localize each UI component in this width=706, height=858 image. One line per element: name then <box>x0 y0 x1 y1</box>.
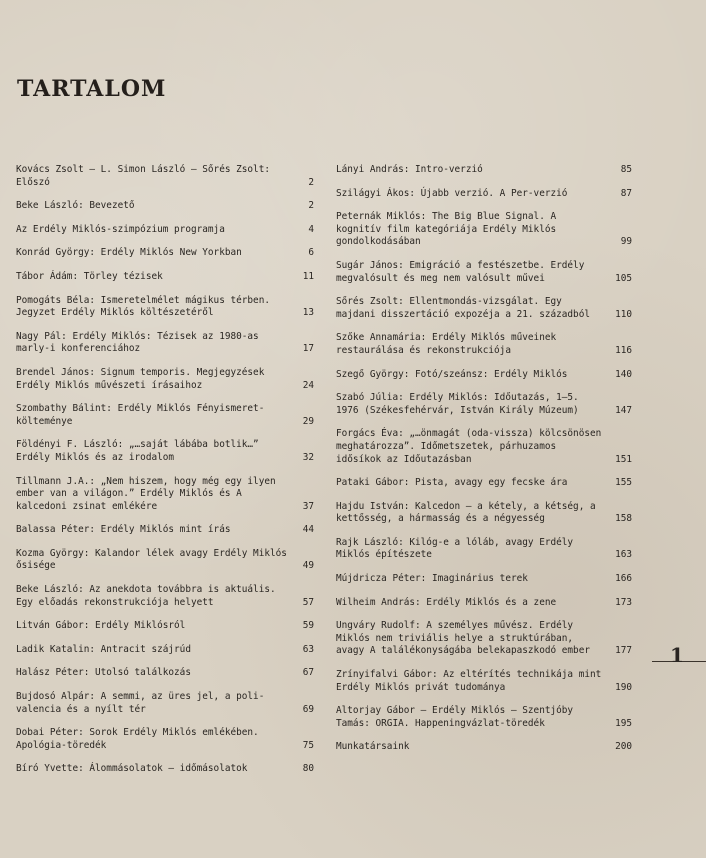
toc-entry <box>336 211 632 249</box>
toc-entry-page: 200 <box>615 741 632 753</box>
toc-entry-page: 11 <box>302 270 314 282</box>
toc-entry-title: Szőke Annamária: Erdély Miklós műveinek restaurálása és rekonstrukciója <box>336 332 557 356</box>
toc-entry-page: 99 <box>620 236 632 248</box>
toc-entry-title: Szilágyi Ákos: Újabb verzió. A Per-verzió <box>336 187 568 199</box>
toc-entry <box>16 224 314 237</box>
toc-entry <box>16 271 314 284</box>
toc-entry <box>16 644 314 657</box>
toc-entry <box>16 691 314 716</box>
toc-entry-page: 67 <box>302 667 314 679</box>
toc-entry-title: Bíró Yvette: Álommásolatok – időmásolatok <box>16 763 248 775</box>
toc-entry-title: Beke László: Az anekdota továbbra is aktuális. Egy előadás rekonstrukciója helyett <box>16 584 276 608</box>
toc-entry-title: Szabó Júlia: Erdély Miklós: Időutazás, 1–5. 1976 (Székesfehérvár, István Király Múzeum) <box>336 392 579 416</box>
toc-entry-title: Kovács Zsolt – L. Simon László – Sőrés Zsolt: Előszó <box>16 164 270 188</box>
toc-entry-title: Brendel János: Signum temporis. Megjegyzések Erdély Miklós művészeti írásaihoz <box>16 366 265 391</box>
toc-entry-title: Pataki Gábor: Pista, avagy egy fecske ára <box>336 477 568 489</box>
toc-entry-page: 32 <box>302 451 314 463</box>
toc-entry <box>16 727 314 752</box>
toc-entry <box>16 667 314 680</box>
toc-entry-title: Szombathy Bálint: Erdély Miklós Fényismeret-költeménye <box>16 403 265 427</box>
toc-entry-page: 80 <box>302 763 314 775</box>
toc-left-column <box>16 164 314 787</box>
toc-entry <box>16 367 314 392</box>
toc-entry-title: Ladik Katalin: Antracit szájrúd <box>16 643 191 655</box>
toc-entry-page: 24 <box>302 379 314 391</box>
toc-entry <box>16 763 314 776</box>
toc-entry <box>336 741 632 754</box>
toc-entry <box>336 392 632 417</box>
toc-entry <box>16 439 314 464</box>
toc-entry <box>336 369 632 382</box>
toc-entry-title: Nagy Pál: Erdély Miklós: Tézisek az 1980-as marly-i konferenciához <box>16 330 259 355</box>
toc-entry <box>336 537 632 562</box>
toc-entry <box>16 295 314 320</box>
toc-entry-page: 69 <box>302 703 314 715</box>
toc-entry-title: Kozma György: Kalandor lélek avagy Erdély Miklós ősisége <box>16 547 287 572</box>
toc-entry-page: 116 <box>615 344 632 356</box>
toc-entry <box>336 428 632 466</box>
toc-entry <box>336 669 632 694</box>
toc-entry-title: Bujdosó Alpár: A semmi, az üres jel, a poli-valencia és a nyílt tér <box>16 691 265 715</box>
toc-entry <box>336 620 632 658</box>
toc-entry-title: Peternák Miklós: The Big Blue Signal. A kognitív film kategóriája Erdély Miklós gondolkodásában <box>336 211 557 248</box>
toc-entry-page: 190 <box>615 681 632 693</box>
toc-entry-title: Halász Péter: Utolsó találkozás <box>16 667 191 679</box>
toc-entry-page: 177 <box>615 645 632 657</box>
toc-entry-title: Tábor Ádám: Törley tézisek <box>16 270 163 282</box>
toc-entry-page: 151 <box>615 453 632 465</box>
toc-entry-page: 59 <box>302 620 314 632</box>
toc-entry-title: Balassa Péter: Erdély Miklós mint írás <box>16 524 231 536</box>
toc-entry-page: 75 <box>302 739 314 751</box>
toc-entry-page: 37 <box>302 500 314 512</box>
toc-entry <box>336 573 632 586</box>
toc-entry-title: Ungváry Rudolf: A személyes művész. Erdély Miklós nem triviális helye a struktúrában, avagy A találékonyságába belekapaszkodó ember <box>336 620 590 657</box>
toc-entry <box>336 501 632 526</box>
toc-right-column <box>336 164 632 765</box>
toc-entry-page: 2 <box>308 176 314 188</box>
toc-entry-title: Wilheim András: Erdély Miklós és a zene <box>336 596 557 608</box>
toc-entry <box>336 296 632 321</box>
toc-entry-page: 110 <box>615 308 632 320</box>
toc-entry-title: Sugár János: Emigráció a festészetbe. Erdély megvalósult és meg nem valósult művei <box>336 259 585 284</box>
toc-entry <box>336 164 632 177</box>
toc-entry-page: 163 <box>615 549 632 561</box>
toc-entry-page: 57 <box>302 596 314 608</box>
toc-entry-page: 195 <box>615 717 632 729</box>
toc-entry-page: 6 <box>308 247 314 259</box>
page-number: 1 <box>670 643 684 667</box>
toc-entry-title: Munkatársaink <box>336 741 410 753</box>
toc-entry-page: 173 <box>615 596 632 608</box>
toc-entry-title: Zrínyifalvi Gábor: Az eltérítés technikája mint Erdély Miklós privát tudománya <box>336 669 602 693</box>
toc-entry-page: 87 <box>620 187 632 199</box>
toc-entry-page: 155 <box>615 477 632 489</box>
toc-entry-title: Forgács Éva: „…önmagát (oda-vissza) kölcsönösen meghatározza”. Időmetszetek, párhuzamos idősíkok az Időutazásban <box>336 428 602 465</box>
toc-entry <box>336 477 632 490</box>
toc-entry-title: Az Erdély Miklós-szimpózium programja <box>16 223 225 235</box>
toc-entry-title: Tillmann J.A.: „Nem hiszem, hogy még egy ilyen ember van a világon.” Erdély Miklós és A kalcedoni zsinat emlékére <box>16 475 276 512</box>
toc-entry-title: Földényi F. László: „…saját lábába botlik…” Erdély Miklós és az irodalom <box>16 439 259 463</box>
toc-entry <box>16 403 314 428</box>
toc-entry <box>16 331 314 356</box>
toc-entry <box>336 260 632 285</box>
toc-entry <box>336 188 632 201</box>
toc-entry-page: 4 <box>308 223 314 235</box>
toc-entry-page: 49 <box>302 560 314 572</box>
toc-entry-title: Pomogáts Béla: Ismeretelmélet mágikus térben. Jegyzet Erdély Miklós költészetéről <box>16 294 270 319</box>
toc-entry-page: 147 <box>615 404 632 416</box>
toc-entry-page: 17 <box>302 343 314 355</box>
toc-entry <box>16 584 314 609</box>
toc-entry <box>16 247 314 260</box>
toc-entry-page: 140 <box>615 368 632 380</box>
toc-entry <box>336 332 632 357</box>
toc-entry-title: Altorjay Gábor – Erdély Miklós – Szentjóby Tamás: ORGIA. Happeningvázlat-töredék <box>336 705 574 729</box>
toc-entry-page: 44 <box>302 524 314 536</box>
toc-entry-title: Konrád György: Erdély Miklós New Yorkban <box>16 247 242 259</box>
toc-entry <box>16 620 314 633</box>
toc-entry <box>16 164 314 189</box>
toc-entry-title: Litván Gábor: Erdély Miklósról <box>16 620 186 632</box>
toc-entry-page: 166 <box>615 573 632 585</box>
toc-entry <box>336 597 632 610</box>
toc-entry <box>16 476 314 514</box>
toc-entry <box>16 200 314 213</box>
toc-entry-page: 13 <box>302 307 314 319</box>
toc-entry-title: Hajdu István: Kalcedon – a kétely, a kétség, a kettősség, a hármasság és a négyesség <box>336 500 596 525</box>
toc-entry <box>336 705 632 730</box>
toc-entry-title: Beke László: Bevezető <box>16 200 135 212</box>
toc-entry-title: Sőrés Zsolt: Ellentmondás-vizsgálat. Egy majdani disszertáció expozéja a 21. századból <box>336 296 590 320</box>
toc-entry-title: Dobai Péter: Sorok Erdély Miklós emlékében. Apológia-töredék <box>16 727 259 751</box>
toc-entry-title: Mújdricza Péter: Imaginárius terek <box>336 573 528 585</box>
toc-entry-page: 2 <box>308 200 314 212</box>
toc-entry-page: 29 <box>302 415 314 427</box>
toc-entry <box>16 524 314 537</box>
toc-entry-page: 63 <box>302 643 314 655</box>
toc-entry-page: 158 <box>615 513 632 525</box>
toc-entry-title: Lányi András: Intro-verzió <box>336 164 483 175</box>
toc-entry <box>16 548 314 573</box>
page-title: TARTALOM <box>17 76 167 102</box>
toc-entry-page: 85 <box>620 164 632 175</box>
toc-entry-page: 105 <box>615 272 632 284</box>
toc-entry-title: Rajk László: Kilóg-e a lóláb, avagy Erdély Miklós építészete <box>336 536 574 561</box>
toc-entry-title: Szegő György: Fotó/szeánsz: Erdély Miklós <box>336 368 568 380</box>
